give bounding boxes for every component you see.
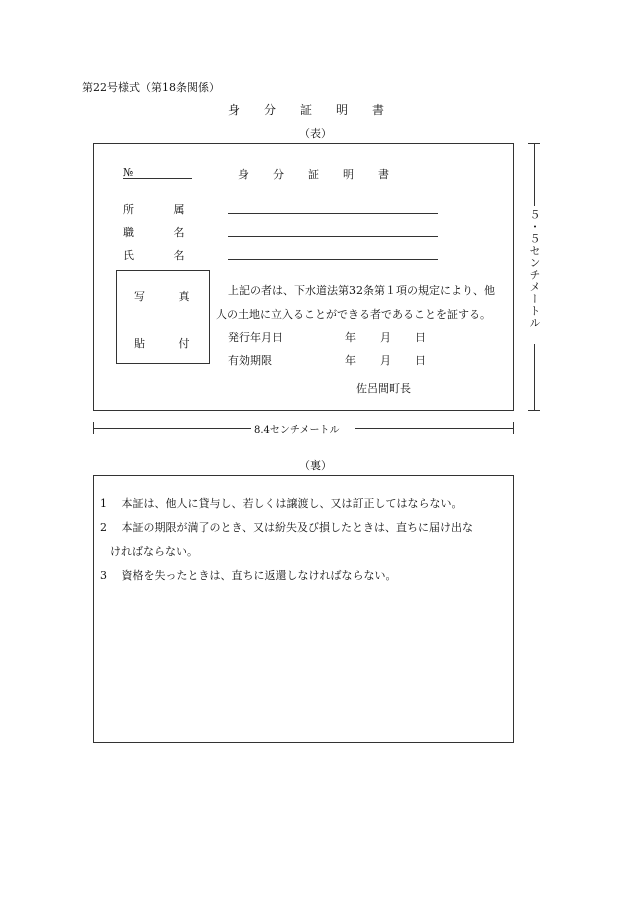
issue-year: 年 — [345, 331, 356, 344]
card-title: 身分証明書 — [238, 168, 413, 181]
note-1-number: 1 — [100, 497, 107, 510]
valid-day: 日 — [415, 354, 426, 367]
note-1 — [100, 492, 500, 516]
field-label-affiliation: 所 属 — [123, 203, 185, 216]
form-number: 第22号様式（第18条関係） — [82, 81, 220, 94]
note-3 — [100, 564, 500, 588]
note-2 — [100, 516, 500, 540]
width-dim-line-left — [93, 428, 251, 429]
issuer: 佐呂間町長 — [356, 382, 411, 395]
note-2-continuation: ければならない。 — [110, 545, 198, 558]
height-dimension: ５・５センチメートル — [528, 209, 541, 329]
valid-year: 年 — [345, 354, 356, 367]
statement-line2: 人の土地に立入ることができる者であることを証する。 — [216, 308, 491, 321]
note-3-text: 資格を失ったときは、直ちに返還しなければならない。 — [121, 569, 397, 582]
page-title: 身分証明書 — [228, 103, 409, 117]
field-line-affiliation — [228, 213, 438, 214]
width-dimension: 8.4センチメートル — [254, 425, 340, 436]
valid-month: 月 — [380, 354, 391, 367]
width-dim-line-right — [355, 428, 513, 429]
front-label: （表） — [299, 127, 332, 140]
issue-day: 日 — [415, 331, 426, 344]
height-dim-bottom-tick — [528, 410, 540, 411]
width-dim-right-tick — [513, 422, 514, 434]
card-no-label: № — [123, 166, 134, 179]
note-1-text: 本証は、他人に貸与し、若しくは譲渡し、又は訂正してはならない。 — [121, 497, 463, 510]
field-line-name — [228, 259, 438, 260]
back-label: （裏） — [299, 459, 332, 472]
issue-date-label: 発行年月日 — [228, 331, 283, 344]
note-2-number: 2 — [100, 521, 107, 534]
issue-month: 月 — [380, 331, 391, 344]
height-dim-line-top — [534, 143, 535, 206]
field-label-position: 職 名 — [123, 226, 185, 239]
card-no-underline — [123, 178, 192, 179]
note-2-text: 本証の期限が満了のとき、又は紛失及び損したときは、直ちに届け出な — [121, 521, 474, 534]
photo-label-line1: 写 真 — [134, 290, 190, 303]
field-line-position — [228, 236, 438, 237]
field-label-name: 氏 名 — [123, 249, 185, 262]
valid-period-label: 有効期限 — [228, 354, 272, 367]
note-3-number: 3 — [100, 569, 107, 582]
height-dim-line-bottom — [534, 344, 535, 410]
photo-label-line2: 貼 付 — [134, 337, 190, 350]
statement-line1: 上記の者は、下水道法第32条第１項の規定により、他 — [228, 284, 495, 297]
